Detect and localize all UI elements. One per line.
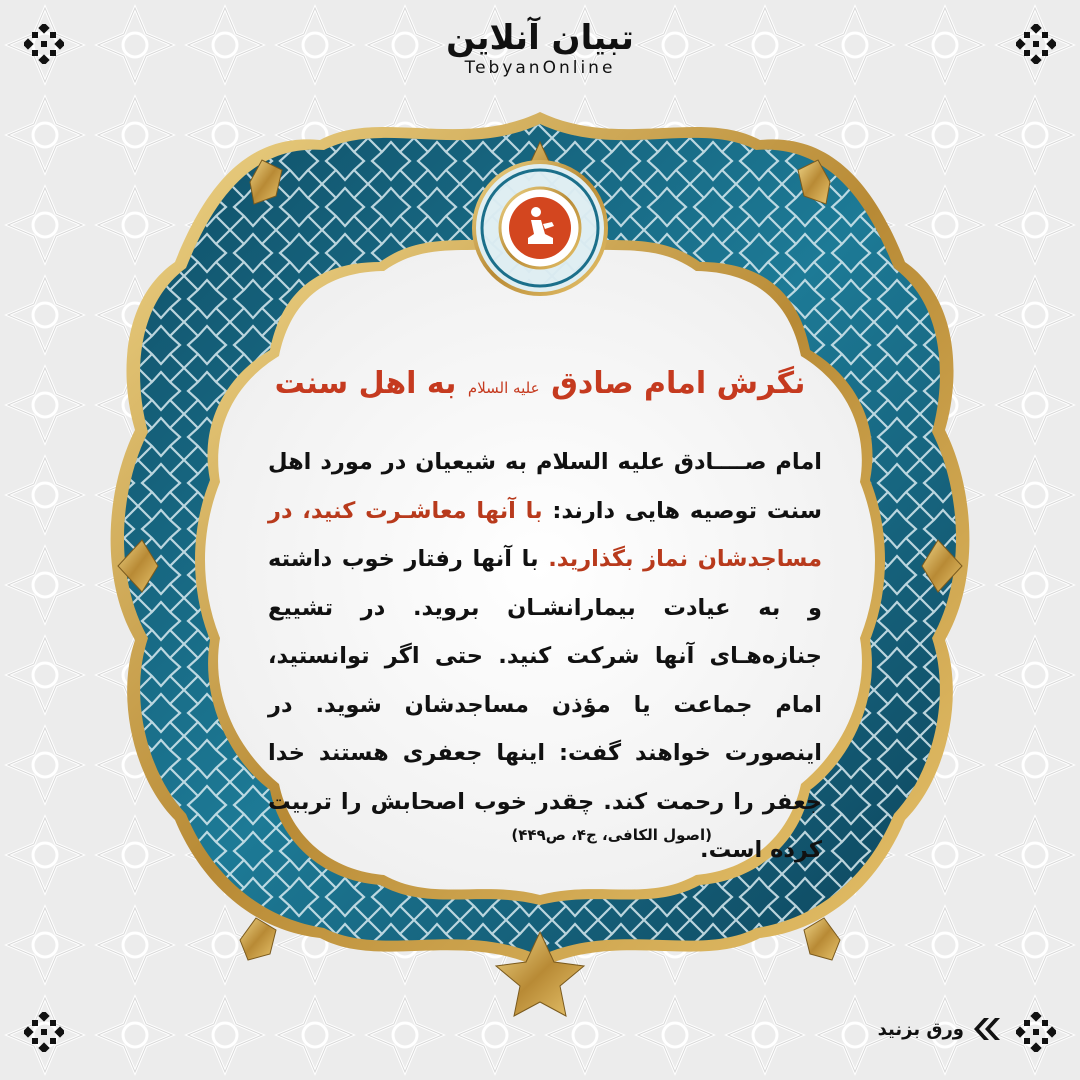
brand-name-fa: تبیان آنلاین: [446, 18, 634, 58]
double-chevron-left-icon: [970, 1016, 1000, 1042]
corner-ornament-bottom-left: [24, 1012, 64, 1052]
post-title: [230, 366, 850, 401]
brand-name-en: TebyanOnline: [464, 58, 616, 78]
corner-ornament-bottom-right: [1016, 1012, 1056, 1052]
swipe-label: ورق بزنید: [877, 1018, 964, 1040]
brand-logo: [0, 18, 1080, 78]
body-text-part2: با آنها رفتار خوب داشته و به عیادت بیمارانشـان بروید. در تشییع جنازه‌هـای آنها شرکت کنید. حتی اگر توانستید، امام جماعت یا مؤذن مساجدشان شوید. در اینصورت خواهند گفت: اینها جعفری هستند خدا جعفر را رحمت کند. چقدر خوب اصحابش را تربیت کرده است.: [268, 546, 822, 863]
title-honorific: علیه السلام: [467, 379, 540, 397]
corner-ornament-top-right: [1016, 24, 1056, 64]
body-text-part1: امام صــــادق علیه السلام به شیعیان در مورد اهل سنت توصیه هایی دارند:: [268, 449, 822, 524]
title-main-before: نگرش امام صادق: [551, 366, 806, 401]
corner-ornament-top-left: [24, 24, 64, 64]
body-highlight: با آنها معاشـرت کنید، در مساجدشان نماز بگذارید.: [268, 497, 822, 572]
swipe-next-button[interactable]: [860, 1012, 1000, 1046]
source-citation: (اصول الکافی، ج۴، ص۴۴۹): [511, 826, 712, 844]
body-paragraph: [268, 438, 822, 875]
title-main-after: به اهل سنت: [274, 366, 457, 401]
